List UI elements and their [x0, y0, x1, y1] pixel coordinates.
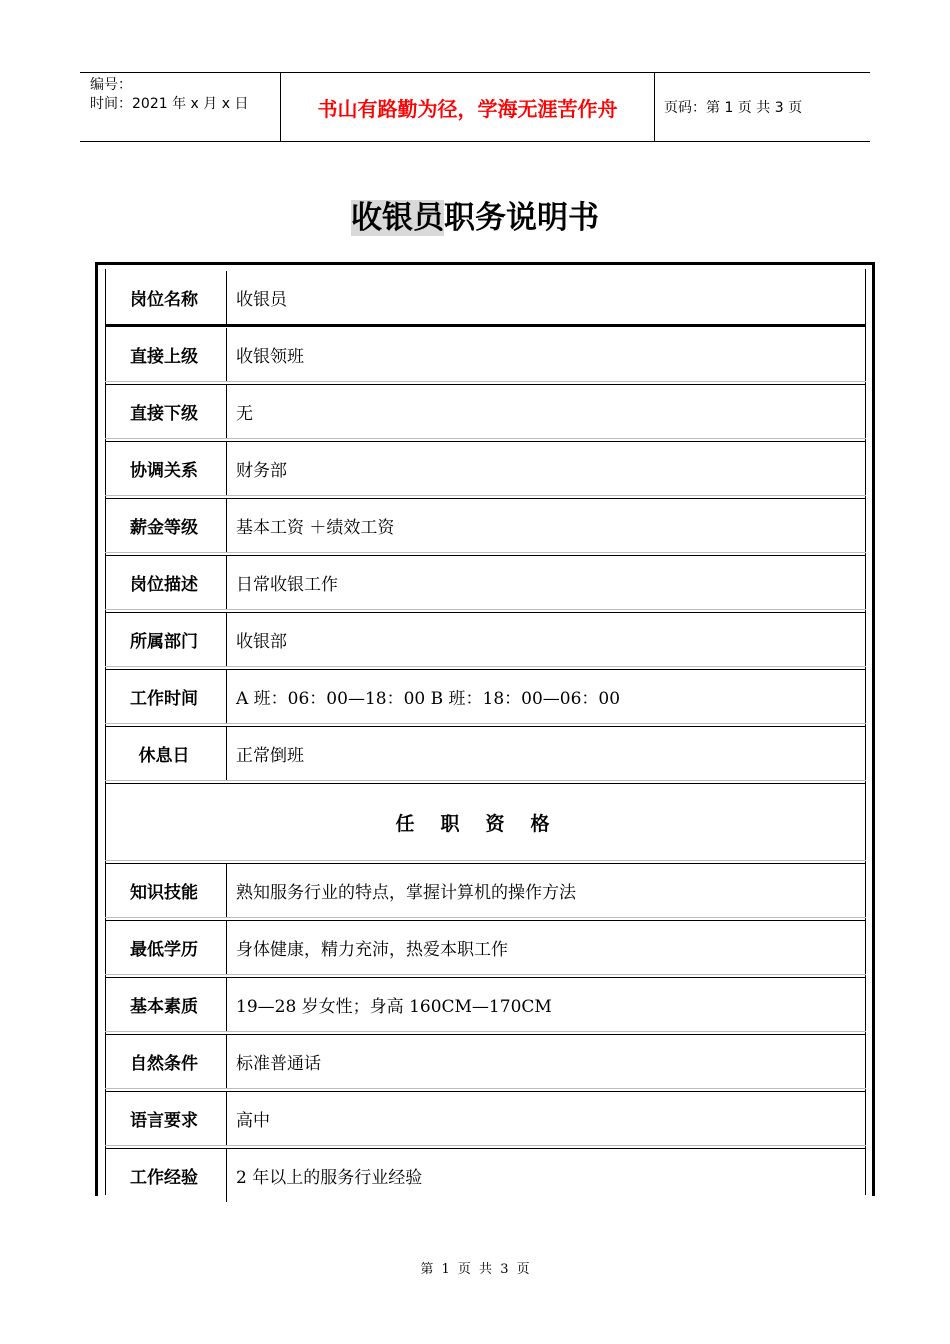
- column-divider: [226, 1149, 227, 1202]
- table-row: [105, 864, 866, 917]
- column-divider: [226, 864, 227, 917]
- row-value: 财务部: [236, 461, 287, 481]
- row-value: 19—28 岁女性；身高 160CM—170CM: [236, 997, 552, 1017]
- table-row: [105, 271, 866, 324]
- column-divider: [226, 271, 227, 324]
- column-divider: [226, 670, 227, 723]
- table-row: [105, 978, 866, 1031]
- row-value: 2 年以上的服务行业经验: [236, 1168, 423, 1188]
- table-row: [105, 556, 866, 609]
- row-value: 收银领班: [236, 347, 304, 367]
- column-divider: [226, 727, 227, 780]
- row-label: 自然条件: [130, 1054, 198, 1074]
- row-value: 基本工资 ＋绩效工资: [236, 518, 395, 538]
- table-row: [105, 670, 866, 723]
- row-label: 直接上级: [130, 347, 198, 367]
- row-value: 身体健康，精力充沛，热爱本职工作: [236, 940, 508, 960]
- row-label: 岗位名称: [130, 290, 198, 310]
- page-footer: 第 1 页 共 3 页: [420, 1262, 530, 1277]
- row-label: 所属部门: [130, 632, 198, 652]
- header-meta-cell: [80, 73, 281, 141]
- row-label: 最低学历: [130, 940, 198, 960]
- row-label: 薪金等级: [130, 518, 198, 538]
- column-divider: [226, 978, 227, 1031]
- section-heading: 任职资格: [395, 812, 576, 835]
- table-row: [105, 1149, 866, 1202]
- row-label: 语言要求: [130, 1111, 198, 1131]
- row-label: 知识技能: [130, 883, 198, 903]
- table-row: [105, 499, 866, 552]
- number-label: 编号：: [90, 77, 132, 93]
- column-divider: [226, 556, 227, 609]
- table-row: [105, 442, 866, 495]
- table-row: [105, 921, 866, 974]
- time-label: 时间：2021 年 x 月 x 日: [90, 96, 249, 112]
- column-divider: [226, 1092, 227, 1145]
- column-divider: [226, 499, 227, 552]
- row-label: 协调关系: [130, 461, 198, 481]
- column-divider: [226, 921, 227, 974]
- table-row: [105, 613, 866, 666]
- column-divider: [226, 1035, 227, 1088]
- row-value: 无: [236, 404, 253, 424]
- table-row: [105, 1092, 866, 1145]
- table-row: [105, 385, 866, 438]
- row-value: 高中: [236, 1111, 270, 1131]
- job-description-table: [95, 262, 875, 1196]
- row-value: 正常倒班: [236, 746, 304, 766]
- row-value: 熟知服务行业的特点，掌握计算机的操作方法: [236, 883, 576, 903]
- row-label: 基本素质: [130, 997, 198, 1017]
- row-value: 收银员: [236, 290, 287, 310]
- row-label: 休息日: [138, 746, 190, 766]
- column-divider: [226, 613, 227, 666]
- header-motto-cell: [281, 73, 655, 141]
- column-divider: [226, 328, 227, 381]
- page-title: [0, 196, 950, 240]
- row-value: 标准普通话: [236, 1054, 321, 1074]
- motto-text: 书山有路勤为径，学海无涯苦作舟: [317, 96, 618, 121]
- title-highlighted: 收银员: [351, 200, 444, 236]
- row-label: 工作经验: [130, 1168, 198, 1188]
- row-value: A 班：06：00—18：00 B 班：18：00—06：00: [236, 689, 621, 709]
- column-divider: [226, 385, 227, 438]
- row-label: 直接下级: [130, 404, 198, 424]
- header-page-info: 页码：第 1 页 共 3 页: [664, 100, 803, 116]
- table-row: [105, 727, 866, 780]
- document-header: [80, 72, 870, 142]
- row-value: 收银部: [236, 632, 287, 652]
- row-value: 日常收银工作: [236, 575, 338, 595]
- row-label: 岗位描述: [130, 575, 198, 595]
- table-row: [105, 328, 866, 381]
- row-label: 工作时间: [130, 689, 198, 709]
- column-divider: [226, 442, 227, 495]
- title-rest: 职务说明书: [444, 200, 599, 236]
- table-row: [105, 1035, 866, 1088]
